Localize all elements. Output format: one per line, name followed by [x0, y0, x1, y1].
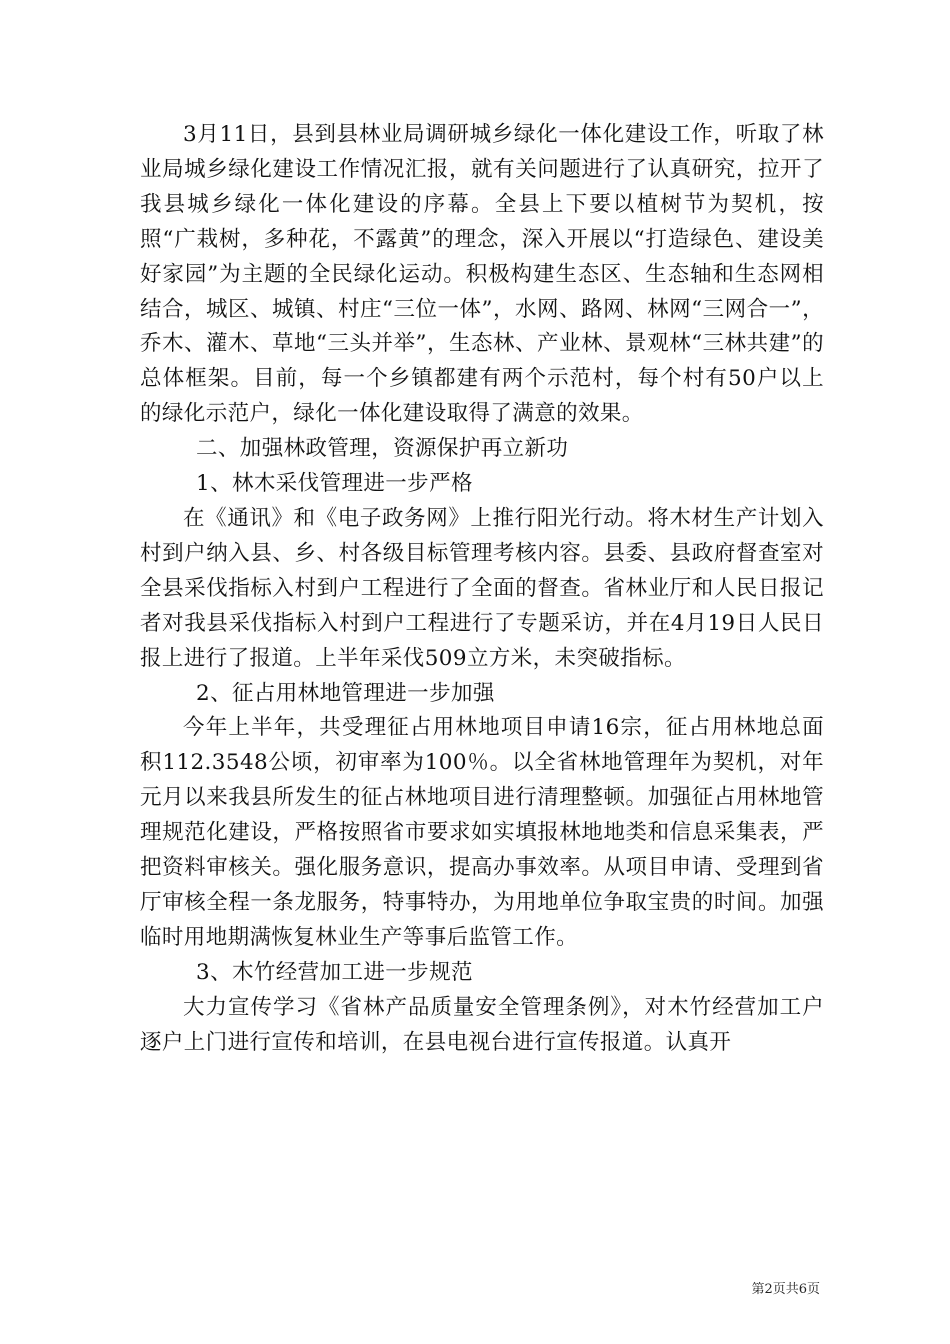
page-number-footer: 第2页共6页 [751, 1282, 820, 1297]
document-body [140, 118, 824, 1060]
paragraph-logging-management: 在《通讯》和《电子政务网》上推行阳光行动。将木材生产计划入村到户纳入县、乡、村各级目标管理考核内容。县委、县政府督查室对全县采伐指标入村到户工程进行了全面的督查。省林业厅和人民日报记者对我县采伐指标入村到户工程进行了专题采访，并在4月19日人民日报上进行了报道。上半年采伐509立方米，未突破指标。 [140, 505, 824, 671]
subheading-forest-land-management: 2、征占用林地管理进一步加强 [196, 680, 495, 706]
subheading-wood-bamboo-processing: 3、木竹经营加工进一步规范 [196, 959, 473, 985]
section-heading-forest-administration: 二、加强林政管理，资源保护再立新功 [196, 436, 569, 462]
paragraph-forest-land-management: 今年上半年，共受理征占用林地项目申请16宗，征占用林地总面积112.3548公顷，初审率为100％。以全省林地管理年为契机，对年元月以来我县所发生的征占林地项目进行清理整顿。加强征占用林地管理规范化建设，严格按照省市要求如实填报林地地类和信息采集表，严把资料审核关。强化服务意识，提高办事效率。从项目申请、受理到省厅审核全程一条龙服务，特事特办，为用地单位争取宝贵的时间。加强临时用地期满恢复林业生产等事后监管工作。 [140, 715, 824, 950]
paragraph-greening-integration: 3月11日，县到县林业局调研城乡绿化一体化建设工作，听取了林业局城乡绿化建设工作情况汇报，就有关问题进行了认真研究，拉开了我县城乡绿化一体化建设的序幕。全县上下要以植树节为契机，按照“广栽树，多种花，不露黄”的理念，深入开展以“打造绿色、建设美好家园”为主题的全民绿化运动。积极构建生态区、生态轴和生态网相结合，城区、城镇、村庄“三位一体”，水网、路网、林网“三网合一”，乔木、灌木、草地“三头并举”，生态林、产业林、景观林“三林共建”的总体框架。目前，每一个乡镇都建有两个示范村，每个村有50户以上的绿化示范户，绿化一体化建设取得了满意的效果。 [140, 122, 824, 427]
subheading-logging-management: 1、林木采伐管理进一步严格 [196, 471, 473, 497]
paragraph-wood-bamboo-processing: 大力宣传学习《省林产品质量安全管理条例》，对木竹经营加工户逐户上门进行宣传和培训，在县电视台进行宣传报道。认真开 [140, 994, 824, 1055]
